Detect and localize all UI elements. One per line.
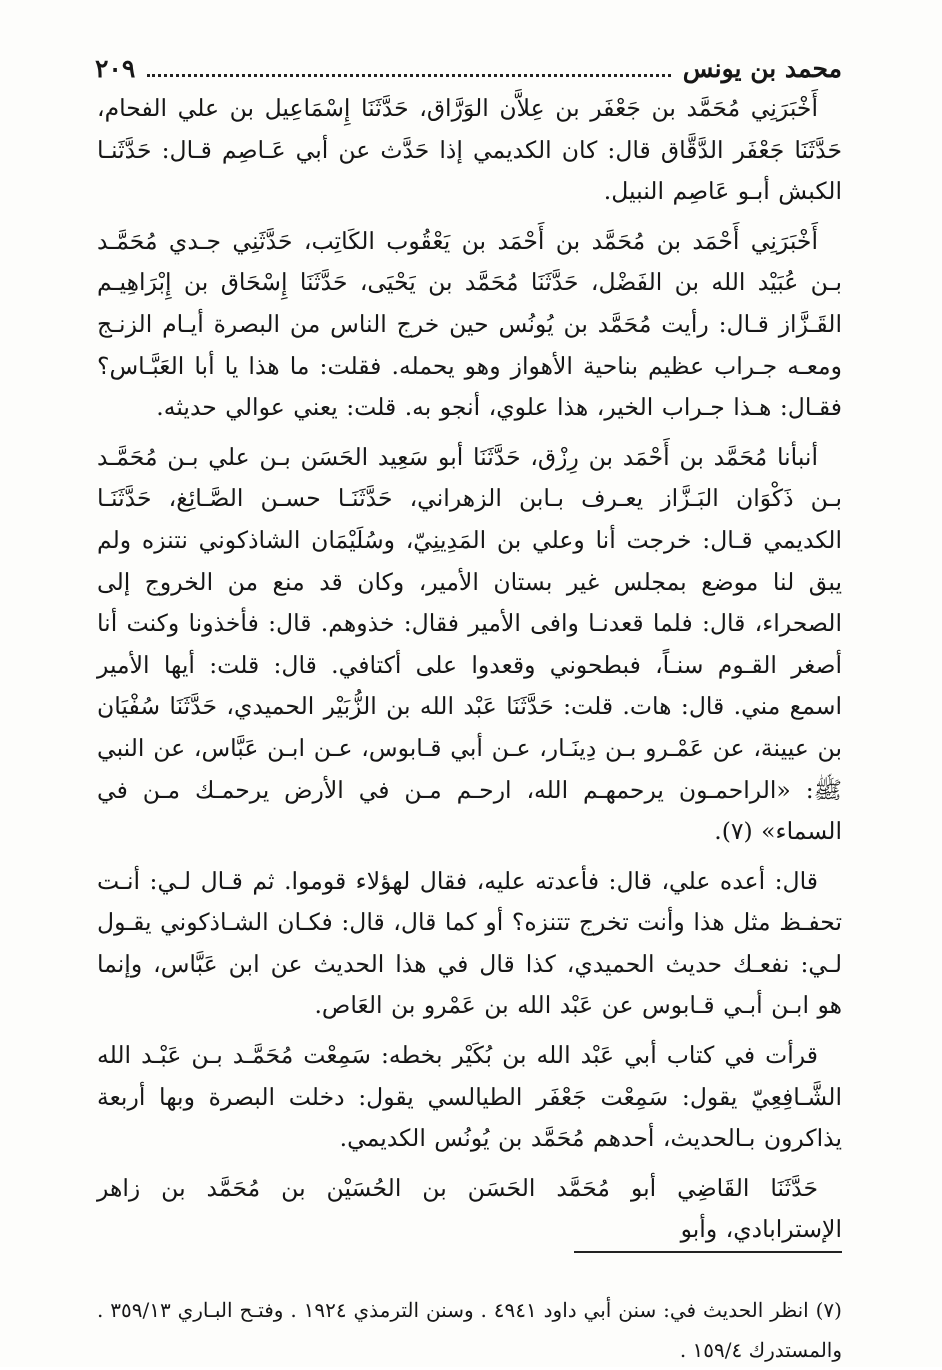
paragraph: قال: أعده علي، قال: فأعدته عليه، فقال لهؤلاء قوموا. ثم قـال لـي: أنـت تحفـظ مثل هذا وأنت تخرج تتنزه؟ أو كما قال، قال: فكـان الشـاذكوني يقـول لـي: نفعـك حديث الحميدي، كذا قال في هذا الحديث عن ابن عَبَّاس، وإنما هو ابـن أبـي قـابوس عن عَبْد الله بن عَمْرو بن العَاص. (97, 866, 842, 1020)
dotted-leader (147, 74, 670, 77)
paragraph: أَخْبَرَنِي أَحْمَد بن مُحَمَّد بن أَحْمَد بن يَعْقُوب الكَاتِب، حَدَّثَنِي جـدي مُحَمَّـد بـن عُبَيْد الله بن الفَضْل، حَدَّثَنَا مُحَمَّد بن يَحْيَى، حَدَّثَنَا إِسْحَاق بن إِبْرَاهِيـم القَـزَّاز قـال: رأيت مُحَمَّد بن يُونُس حين خرج الناس من البصرة أيـام الزنـج ومعـه جـراب عظيم بناحية الأهواز وهو يحمله. فقلت: ما هذا يا أبا العَبَّـاس؟ فقـال: هـذا جـراب الخير، هذا علوي، أنجو به. قلت: يعني عوالي حديثه. (97, 226, 842, 422)
running-title: محمد بن يونس (682, 54, 842, 83)
paragraph: حَدَّثَنَا القَاضِي أبو مُحَمَّد الحَسَن بن الحُسَيْن بن مُحَمَّد بن زاهر الإسترابادي، وأبو (97, 1173, 842, 1244)
paragraph: أَخْبَرَنِي مُحَمَّد بن جَعْفَر بن عِلاَّن الوَرَّاق، حَدَّثَنَا إِسْمَاعِيل بن علي الفحام، حَدَّثَنَا جَعْفَر الدَّقَّاق قال: كان الكديمي إذا حَدَّث عن أبي عَـاصِم قـال: حَدَّثَنـا الكبش أبـو عَاصِم النبيل. (97, 94, 842, 206)
paragraph: قرأت في كتاب أبي عَبْد الله بن بُكَيْر بخطه: سَمِعْت مُحَمَّـد بـن عَبْـد الله الشَّـافِعِيّ يقول: سَمِعْت جَعْفَر الطيالسي يقول: دخلت البصرة وبها أربعة يذاكرون بـالحديث، أحدهم مُحَمَّد بن يُونُس الكديمي. (97, 1041, 842, 1153)
running-header (95, 48, 842, 84)
main-text (97, 88, 842, 1251)
footnote-divider (574, 1251, 842, 1253)
paragraph: أنبأنا مُحَمَّد بن أَحْمَد بن رِزْق، حَدَّثَنَا أبو سَعِيد الحَسَن بـن علي بـن مُحَمَّـد بـن ذَكْوَان البَـزَّاز يعـرف بـابن الزهراني، حَدَّثَنَـا حسـن الصَّـائِغ، حَدَّثَنَـا الكديمي قـال: خرجت أنا وعلي بن المَدِينِيّ، وسُلَيْمَان الشاذكوني نتنزه ولم يبق لنا موضع بمجلس غير بستان الأمير، وكان قد منع من الخروج إلى الصحراء، قال: فلما قعدنـا وافى الأمير فقال: خذوهم. قال: فأخذونا وكنت أنا أصغر القـوم سنـاً، فبطحوني وقعدوا على أكتافي. قال: قلت: أيها الأمير اسمع مني. قال: هات. قلت: حَدَّثَنَا عَبْد الله بن الزُّبَيْر الحميدي، حَدَّثَنَا سُفْيَان بن عيينة، عن عَمْـرو بـن دِينَـار، عـن أبي قـابوس، عـن ابـن عَبَّاس، عن النبي ﷺ: «الراحمـون يرحمهـم الله، ارحـم مـن في الأرض يرحمـك مـن في السماء» (٧). (97, 442, 842, 846)
page-number: ٢٠٩ (95, 54, 136, 83)
footnote: (٧) انظر الحديث في: سنن أبي داود ٤٩٤١ . وسنن الترمذي ١٩٢٤ . وفتـح البـاري ٣٥٩/١٣ . والمستدرك ١٥٩/٤ . (97, 1298, 842, 1362)
